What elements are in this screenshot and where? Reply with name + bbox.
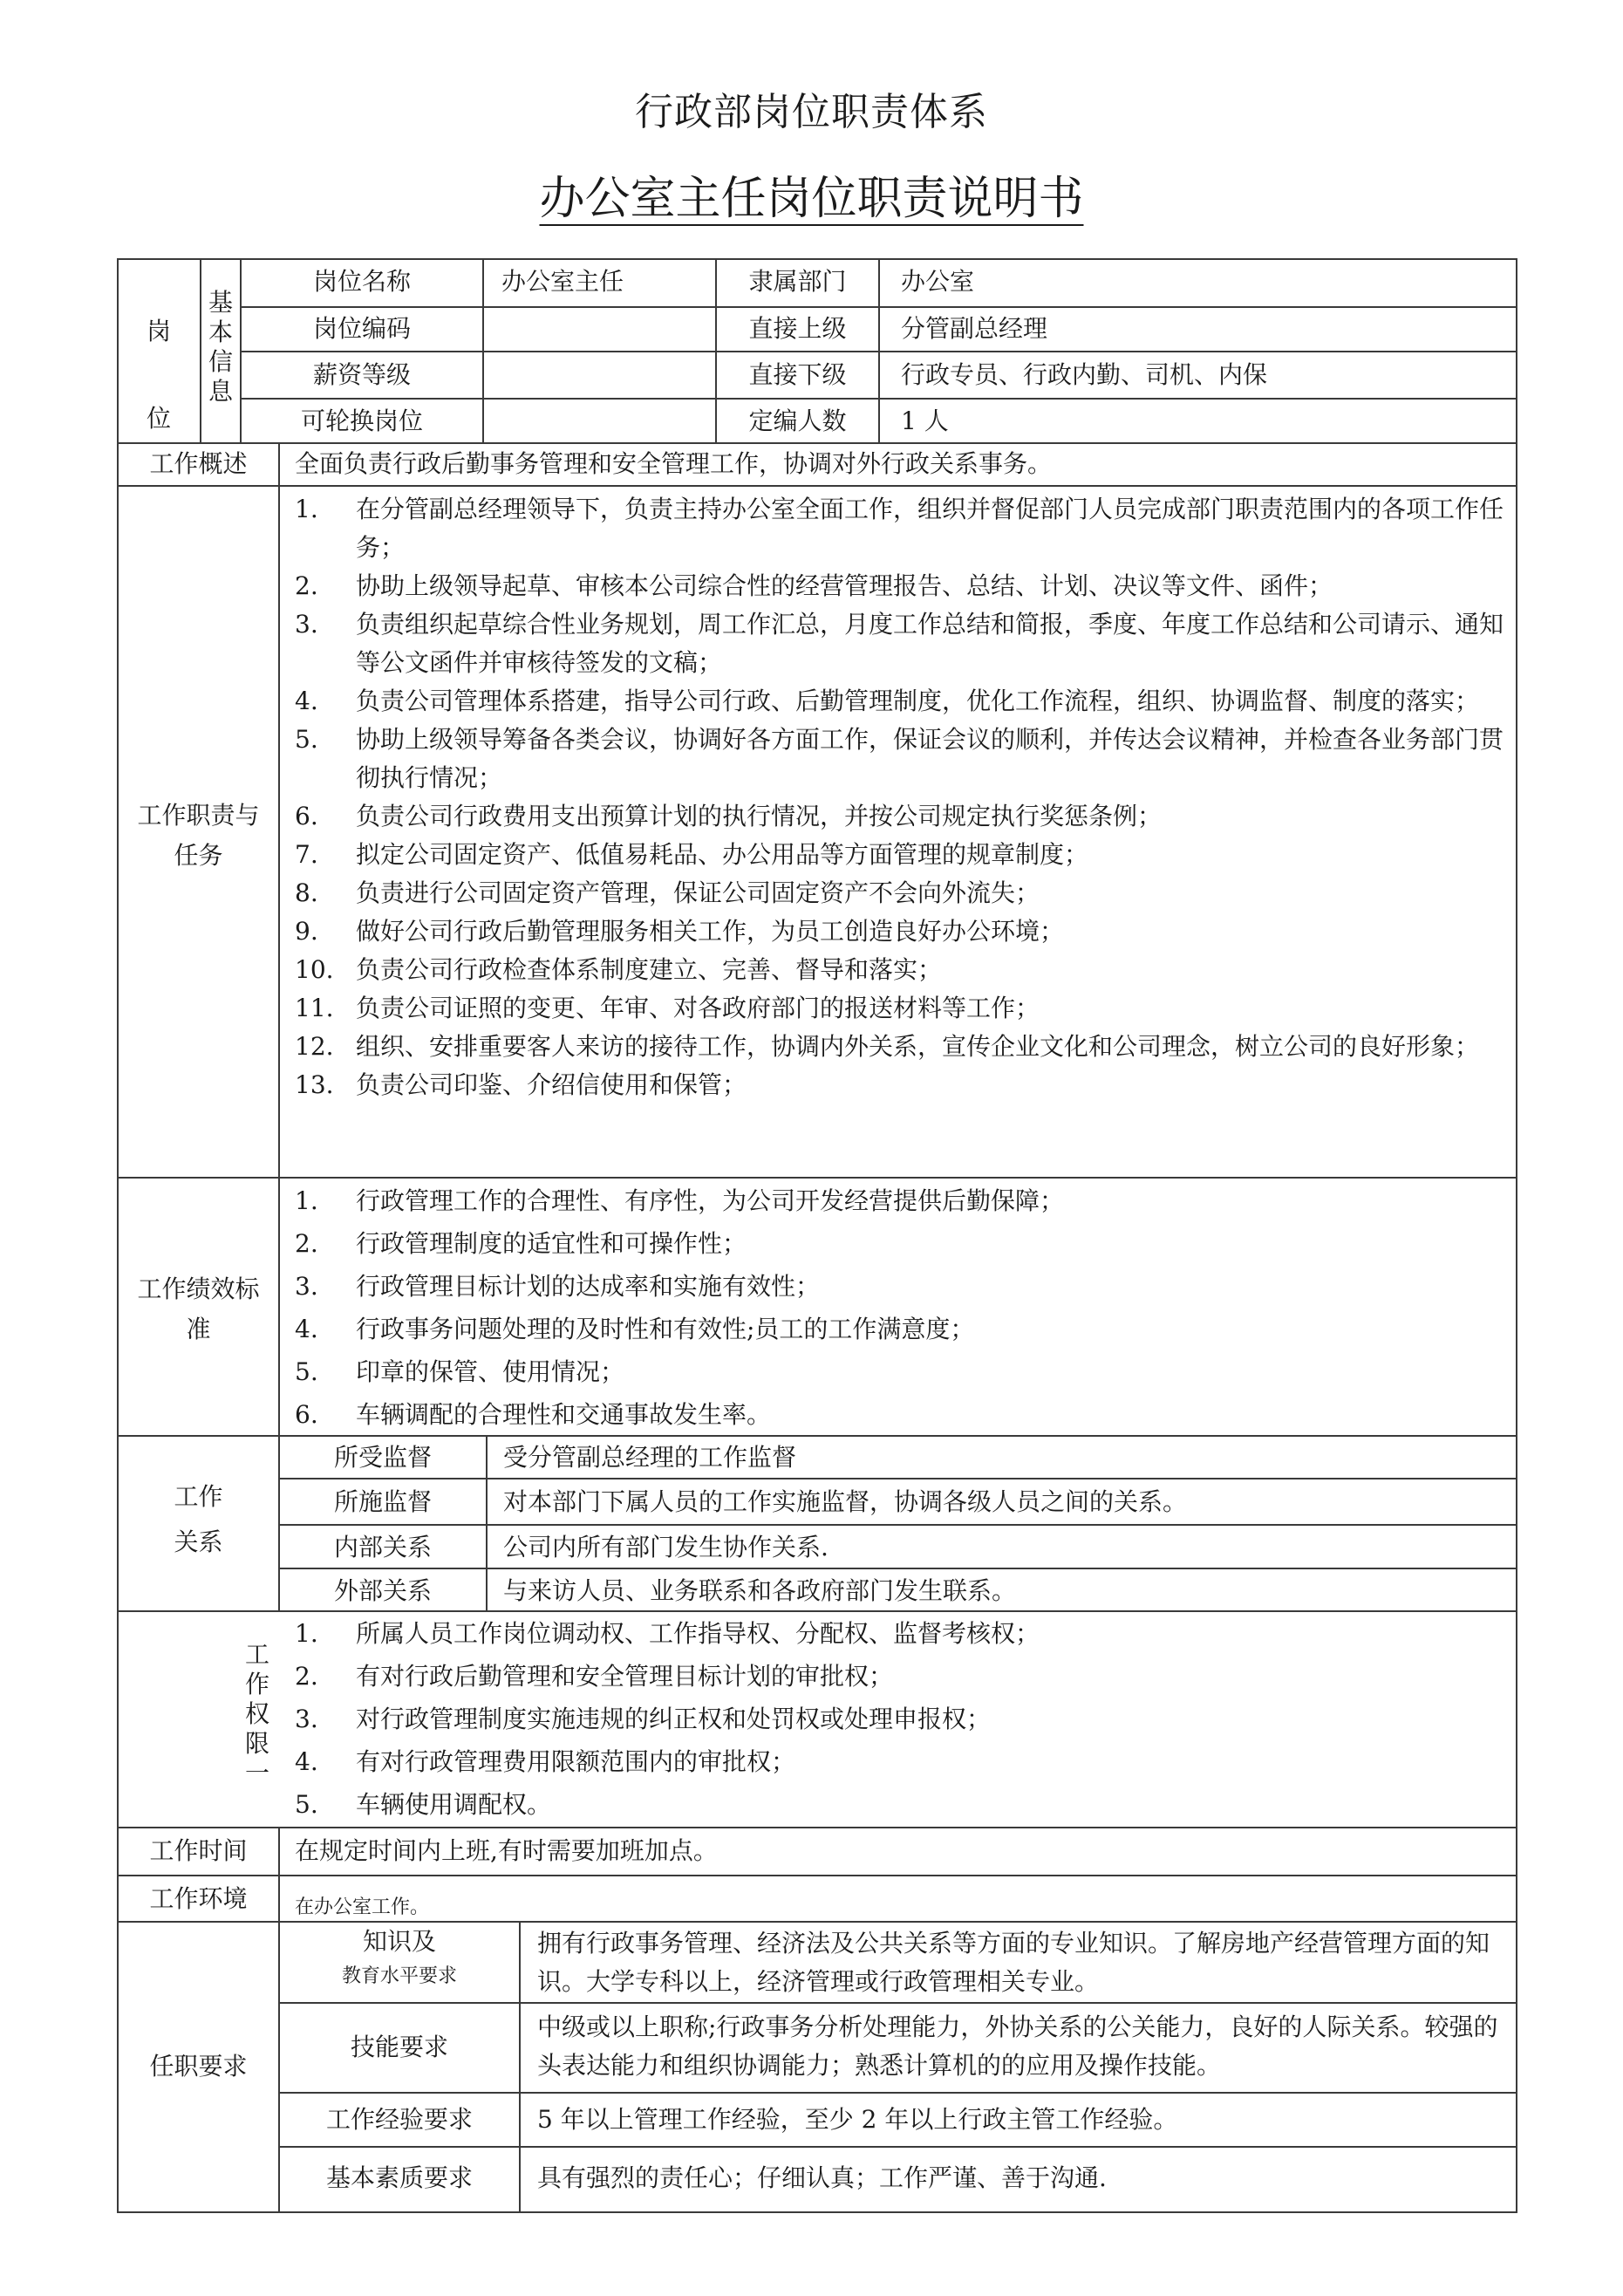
list-item: 5. 车辆使用调配权。 — [295, 1790, 552, 1819]
department-value: 办公室 — [901, 267, 975, 296]
duties-label: 工作职责与 任务 — [137, 801, 260, 870]
list-item: 4. 行政事务问题处理的及时性和有效性;员工的工作满意度； — [295, 1315, 975, 1343]
work-time-label: 工作时间 — [149, 1836, 248, 1865]
headcount-value: 1 人 — [901, 407, 949, 435]
list-item: 13. 负责公司印鉴、介绍信使用和保管； — [295, 1070, 747, 1099]
list-item: 5. 协助上级领导筹备各类会议，协调好各方面工作，保证会议的顺利，并传达会议精神，并检查各业务部门贯彻执行情况； — [295, 725, 1504, 792]
list-item: 12. 组织、安排重要客人来访的接待工作，协调内外关系，宣传企业文化和公司理念，树立公司的良好形象； — [295, 1032, 1480, 1061]
list-item: 9. 做好公司行政后勤管理服务相关工作，为员工创造良好办公环境； — [295, 917, 1065, 946]
direct-subordinate-label: 直接下级 — [748, 360, 847, 389]
overview-text: 全面负责行政后勤事务管理和安全管理工作，协调对外行政关系事务。 — [295, 449, 1053, 478]
knowledge-education-label: 知识及 教育水平要求 — [341, 1927, 457, 1987]
list-item: 5. 印章的保管、使用情况； — [295, 1357, 625, 1386]
work-environment-label: 工作环境 — [149, 1884, 248, 1913]
received-supervision-label: 所受监督 — [333, 1443, 432, 1472]
overview-label: 工作概述 — [149, 449, 248, 478]
exercised-supervision-label: 所施监督 — [333, 1487, 432, 1516]
list-item: 7. 拟定公司固定资产、低值易耗品、办公用品等方面管理的规章制度； — [295, 840, 1089, 869]
direct-subordinate-value: 行政专员、行政内勤、司机、内保 — [901, 360, 1268, 389]
position-name-label: 岗位名称 — [312, 267, 411, 296]
position-name-value: 办公室主任 — [501, 267, 624, 296]
work-time-text: 在规定时间内上班,有时需要加班加点。 — [295, 1836, 718, 1865]
relations-label: 工作 关系 — [174, 1482, 223, 1556]
list-item: 1. 在分管副总经理领导下，负责主持办公室全面工作，组织并督促部门人员完成部门职责范围内的各项工作任务； — [295, 495, 1504, 562]
basic-quality-label: 基本素质要求 — [325, 2163, 473, 2192]
system-title: 行政部岗位职责体系 — [635, 90, 988, 134]
list-item: 3. 负责组织起草综合性业务规划，周工作汇总，月度工作总结和简报，季度、年度工作总结和公司请示、通知等公文函件并审核待签发的文稿； — [295, 610, 1504, 677]
list-item: 2. 行政管理制度的适宜性和可操作性； — [295, 1229, 747, 1258]
list-item: 10. 负责公司行政检查体系制度建立、完善、督导和落实； — [295, 955, 943, 984]
internal-relations-label: 内部关系 — [333, 1533, 432, 1561]
external-relations-value: 与来访人员、业务联系和各政府部门发生联系。 — [503, 1576, 1017, 1605]
internal-relations-value: 公司内所有部门发生协作关系. — [503, 1533, 829, 1561]
experience-label: 工作经验要求 — [325, 2105, 473, 2134]
performance-label: 工作绩效标 准 — [137, 1274, 260, 1343]
list-item: 2. 协助上级领导起草、审核本公司综合性的经营管理报告、总结、计划、决议等文件、函件； — [295, 571, 1333, 600]
performance-list — [295, 1179, 1516, 1436]
rotation-position-label: 可轮换岗位 — [300, 407, 423, 435]
list-item: 3. 对行政管理制度实施违规的纠正权和处罚权或处理申报权； — [295, 1705, 992, 1733]
experience-value: 5 年以上管理工作经验，至少 2 年以上行政主管工作经验。 — [537, 2105, 1178, 2134]
headcount-label: 定编人数 — [748, 407, 847, 435]
list-item: 1. 行政管理工作的合理性、有序性，为公司开发经营提供后勤保障； — [295, 1186, 1065, 1215]
duties-list — [295, 490, 1516, 1104]
direct-superior-label: 直接上级 — [748, 314, 847, 343]
list-item: 3. 行政管理目标计划的达成率和实施有效性； — [295, 1272, 821, 1301]
list-item: 1. 所属人员工作岗位调动权、工作指导权、分配权、监督考核权； — [295, 1619, 1040, 1648]
received-supervision-value: 受分管副总经理的工作监督 — [503, 1443, 797, 1472]
position-code-label: 岗位编码 — [312, 314, 411, 343]
authority-list — [295, 1612, 1516, 1826]
skills-label: 技能要求 — [350, 2033, 448, 2061]
knowledge-education-value: 拥有行政事务管理、经济法及公共关系等方面的专业知识。了解房地产经营管理方面的知识。大学专科以上，经济管理或行政管理相关专业。 — [537, 1929, 1490, 1996]
salary-grade-label: 薪资等级 — [312, 360, 411, 389]
external-relations-label: 外部关系 — [333, 1576, 432, 1605]
list-item: 8. 负责进行公司固定资产管理，保证公司固定资产不会向外流失； — [295, 878, 1040, 907]
basic-quality-value: 具有强烈的责任心；仔细认真；工作严谨、善于沟通. — [537, 2163, 1107, 2192]
direct-superior-value: 分管副总经理 — [901, 314, 1048, 343]
list-item: 4. 有对行政管理费用限额范围内的审批权； — [295, 1747, 796, 1776]
list-item: 6. 车辆调配的合理性和交通事故发生率。 — [295, 1400, 772, 1429]
position-label: 岗位 — [146, 317, 171, 433]
list-item: 2. 有对行政后勤管理和安全管理目标计划的审批权； — [295, 1662, 894, 1691]
requirements-label: 任职要求 — [149, 2052, 248, 2081]
skills-value: 中级或以上职称;行政事务分析处理能力，外协关系的公关能力，良好的人际关系。较强的头表达能力和组织协调能力；熟悉计算机的的应用及操作技能。 — [537, 2012, 1498, 2080]
list-item: 11. 负责公司证照的变更、年审、对各政府部门的报送材料等工作； — [295, 994, 1040, 1022]
document-title: 办公室主任岗位职责说明书 — [539, 173, 1084, 225]
list-item: 4. 负责公司管理体系搭建，指导公司行政、后勤管理制度，优化工作流程，组织、协调监督、制度的落实； — [295, 687, 1480, 715]
basic-info-label: 基本信息 — [208, 288, 233, 406]
list-item: 6. 负责公司行政费用支出预算计划的执行情况，并按公司规定执行奖惩条例； — [295, 802, 1163, 830]
authority-label: 工作权限一 — [244, 1640, 269, 1787]
work-environment-text: 在办公室工作。 — [295, 1896, 430, 1918]
department-label: 隶属部门 — [748, 267, 847, 296]
exercised-supervision-value: 对本部门下属人员的工作实施监督，协调各级人员之间的关系。 — [503, 1487, 1188, 1516]
